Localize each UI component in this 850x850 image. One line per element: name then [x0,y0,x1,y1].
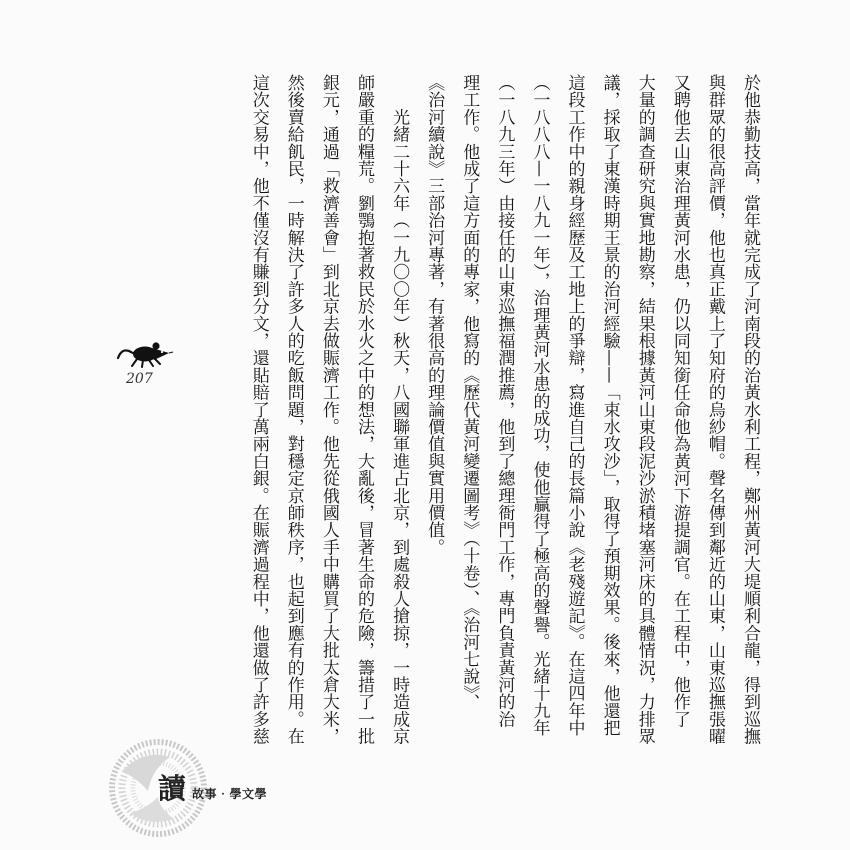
text-column-8: （一八九三年）由接任的山東巡撫福潤推薦，他到了總理衙門工作，專門負責黃河的治 [494,74,515,728]
text-column-11: 光緒二十六年（一九〇〇年）秋天，八國聯軍進占北京，到處殺人搶掠，一時造成京 [389,74,410,745]
text-column-1: 於他恭勤技高，當年就完成了河南段的治黃水利工程，鄭州黃河大堤順利合龍，得到巡撫 [740,74,760,745]
text-column-15: 這次交易中，他不僅沒有賺到分文，還貼賠了萬兩白銀。在賑濟過程中，他還做了許多慈 [248,74,269,745]
text-column-10: 《治河續說》三部治河專著，有著很高的理論價值與實用價值。 [424,74,445,556]
text-column-14: 然後賣給飢民，一時解決了許多人的吃飯問題，對穩定京師秩序，也起到應有的作用。在 [283,74,304,745]
series-title-text: 故事‧學文學 [192,787,268,801]
text-column-2: 與群眾的很高評價，他也真正戴上了知府的烏紗帽。聲名傳到鄰近的山東，山東巡撫張曜 [704,74,725,745]
body-text [240,74,767,764]
text-column-13: 銀元，通過「救濟善會」到北京去做賑濟工作。他先從俄國人手中購買了大批太倉大米， [318,74,339,745]
text-column-7: （一八八八—一八九一年），治理黃河水患的成功，使他贏得了極高的聲譽。光緒十九年 [529,74,550,737]
text-column-5: 議，採取了東漢時期王景的治河經驗——「束水攻沙」，取得了預期效果。後來，他還把 [599,74,620,737]
text-column-9: 理工作。他成了這方面的專家，他寫的《歷代黃河變遷圖考》（十卷）、《治河七說》、 [459,74,480,711]
series-title [158,772,267,806]
page-number: 207 [126,371,153,387]
text-column-3: 又聘他去山東治理黃河水患，仍以同知銜任命他為黃河下游提調官。在工程中，他作了 [669,74,690,728]
mouse-icon [116,338,174,368]
text-column-4: 大量的調查研究與實地勘察，結果根據黃河山東段泥沙淤積堵塞河床的具體情況，力排眾 [634,74,655,745]
text-column-12: 師嚴重的糧荒。劉鶚抱著救民於水火之中的想法，大亂後，冒著生命的危險，籌措了一批 [353,74,374,745]
text-column-6: 這段工作中的親身經歷及工地上的爭辯，寫進自己的長篇小說《老殘遊記》。在這四年中 [564,74,585,737]
emblem-character: 讀 [158,772,187,805]
